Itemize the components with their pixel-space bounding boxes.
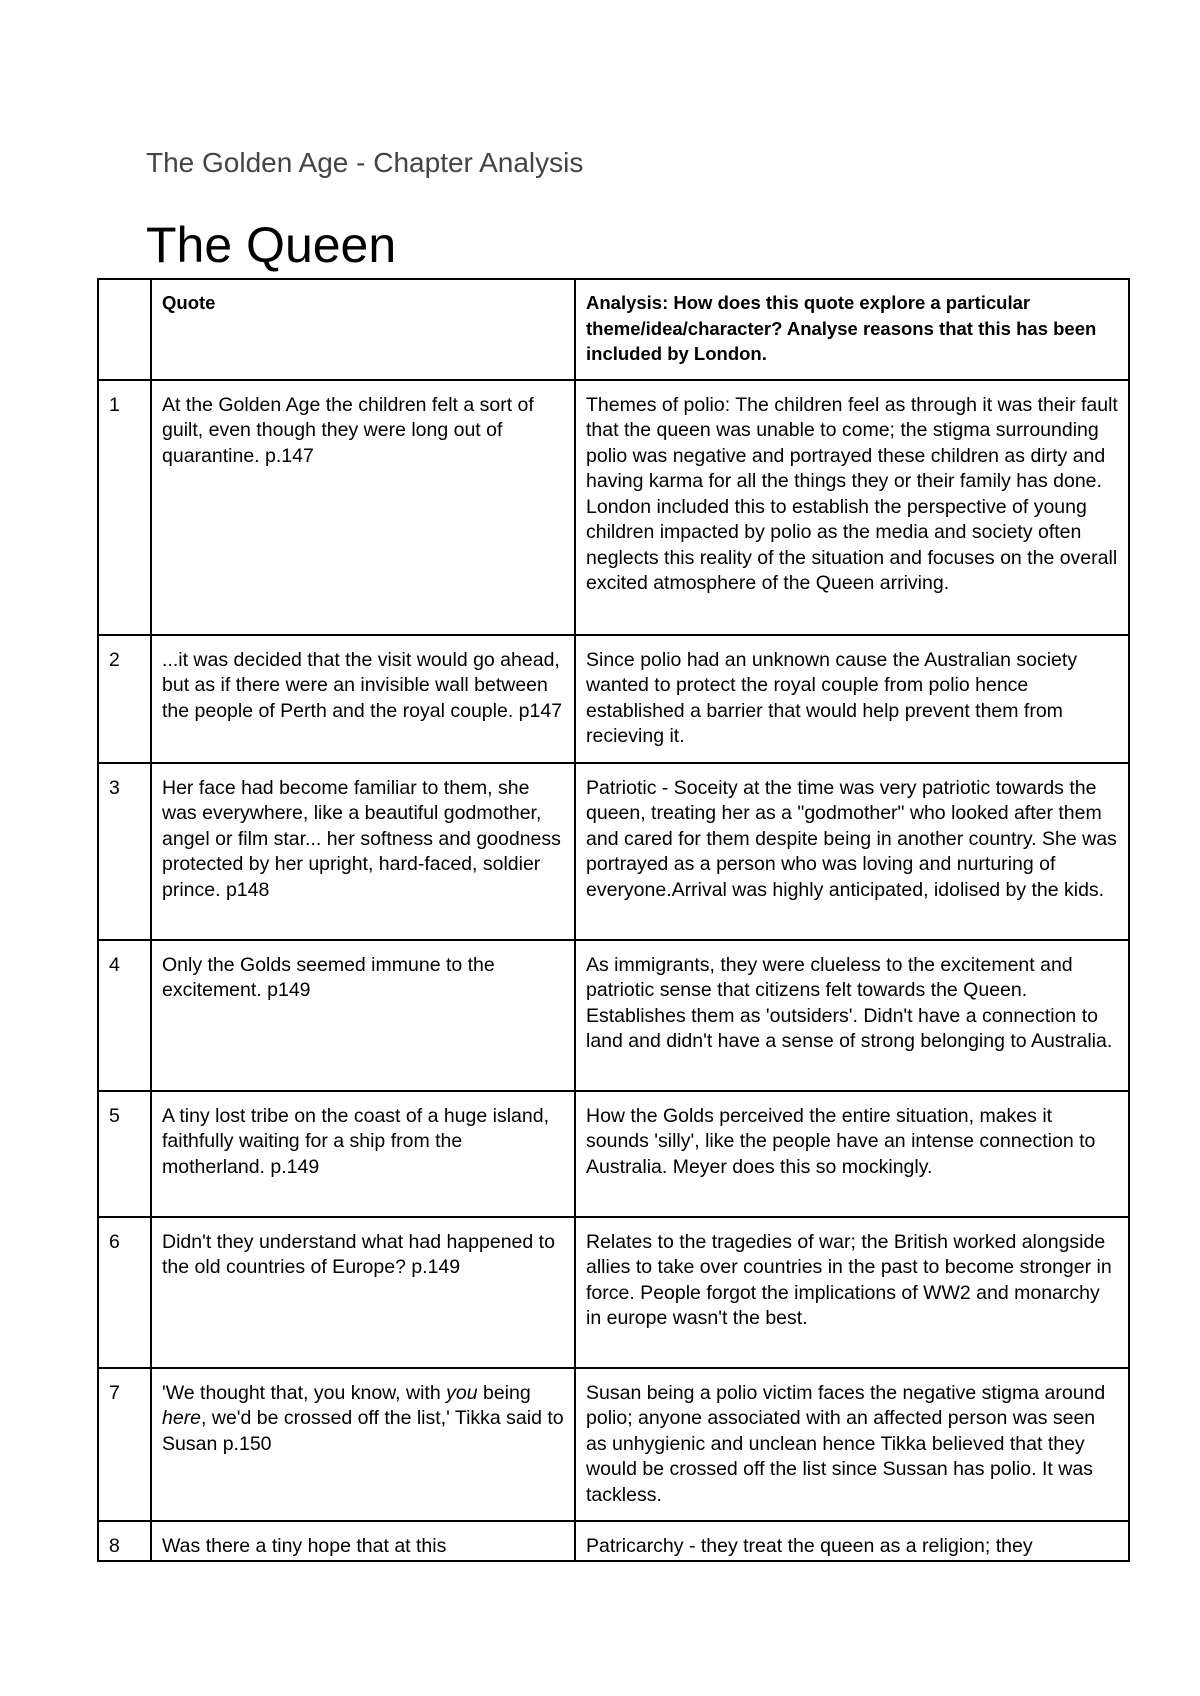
table-row	[98, 940, 1129, 1091]
document-title: The Queen	[146, 217, 397, 273]
table-row	[98, 380, 1129, 635]
row-number-cell: 8	[98, 1521, 151, 1561]
row-number-cell: 4	[98, 940, 151, 1091]
header-analysis-cell: Analysis: How does this quote explore a particular theme/idea/character? Analyse reasons that this has been included by London.	[575, 279, 1129, 380]
table-row	[98, 1368, 1129, 1522]
document-subtitle: The Golden Age - Chapter Analysis	[146, 147, 584, 178]
quote-text-part: being	[477, 1381, 531, 1404]
quote-cell: At the Golden Age the children felt a sort of guilt, even though they were long out of quarantine. p.147	[151, 380, 575, 635]
quote-text-part: , we'd be crossed off the list,' Tikka said to Susan p.150	[162, 1407, 564, 1455]
quote-emphasis-part: here	[162, 1407, 202, 1429]
analysis-cell: Susan being a polio victim faces the negative stigma around polio; anyone associated with an affected person was seen as unhygienic and unclean hence Tikka believed that they would be crossed off the list since Sussan has polio. It was tackless.	[575, 1368, 1129, 1522]
quote-text-part: 'We thought that, you know, with	[162, 1381, 447, 1404]
analysis-cell: Patricarchy - they treat the queen as a religion; they	[575, 1521, 1129, 1561]
analysis-cell: Since polio had an unknown cause the Australian society wanted to protect the royal couple from polio hence established a barrier that would help prevent them from recieving it.	[575, 635, 1129, 763]
table-row	[98, 635, 1129, 763]
quote-cell: Her face had become familiar to them, she was everywhere, like a beautiful godmother, angel or film star... her softness and goodness protected by her upright, hard-faced, soldier prince. p148	[151, 763, 575, 940]
analysis-cell: As immigrants, they were clueless to the excitement and patriotic sense that citizens felt towards the Queen. Establishes them as 'outsiders'. Didn't have a connection to land and didn't have a sense of strong belonging to Australia.	[575, 940, 1129, 1091]
table-row	[98, 1091, 1129, 1217]
header-quote-cell: Quote	[151, 279, 575, 380]
table-row	[98, 1521, 1129, 1561]
quote-cell: Didn't they understand what had happened to the old countries of Europe? p.149	[151, 1217, 575, 1368]
row-number-cell: 5	[98, 1091, 151, 1217]
row-number-cell: 3	[98, 763, 151, 940]
analysis-cell: Themes of polio: The children feel as through it was their fault that the queen was unable to come; the stigma surrounding polio was negative and portrayed these children as dirty and having karma for all the things they or their family has done. London included this to establish the perspective of young children impacted by polio as the media and society often neglects this reality of the situation and focuses on the overall excited atmosphere of the Queen arriving.	[575, 380, 1129, 635]
quote-cell: Only the Golds seemed immune to the excitement. p149	[151, 940, 575, 1091]
analysis-table	[97, 278, 1130, 1562]
row-number-cell: 6	[98, 1217, 151, 1368]
analysis-cell: How the Golds perceived the entire situation, makes it sounds 'silly', like the people have an intense connection to Australia. Meyer does this so mockingly.	[575, 1091, 1129, 1217]
row-number-cell: 1	[98, 380, 151, 635]
quote-cell	[151, 1368, 575, 1522]
quote-cell: Was there a tiny hope that at this	[151, 1521, 575, 1561]
table-row	[98, 763, 1129, 940]
row-number-cell: 7	[98, 1368, 151, 1522]
table-header-row	[98, 279, 1129, 380]
quote-emphasis-part: you	[446, 1381, 478, 1404]
analysis-cell: Patriotic - Soceity at the time was very patriotic towards the queen, treating her as a "godmother" who looked after them and cared for them despite being in another country. She was portrayed as a person who was loving and nurturing of everyone.Arrival was highly anticipated, idolised by the kids.	[575, 763, 1129, 940]
header-number-cell	[98, 279, 151, 380]
table-row	[98, 1217, 1129, 1368]
quote-cell: ...it was decided that the visit would go ahead, but as if there were an invisible wall between the people of Perth and the royal couple. p147	[151, 635, 575, 763]
row-number-cell: 2	[98, 635, 151, 763]
analysis-cell: Relates to the tragedies of war; the British worked alongside allies to take over countries in the past to become stronger in force. People forgot the implications of WW2 and monarchy in europe wasn't the best.	[575, 1217, 1129, 1368]
quote-cell: A tiny lost tribe on the coast of a huge island, faithfully waiting for a ship from the motherland. p.149	[151, 1091, 575, 1217]
